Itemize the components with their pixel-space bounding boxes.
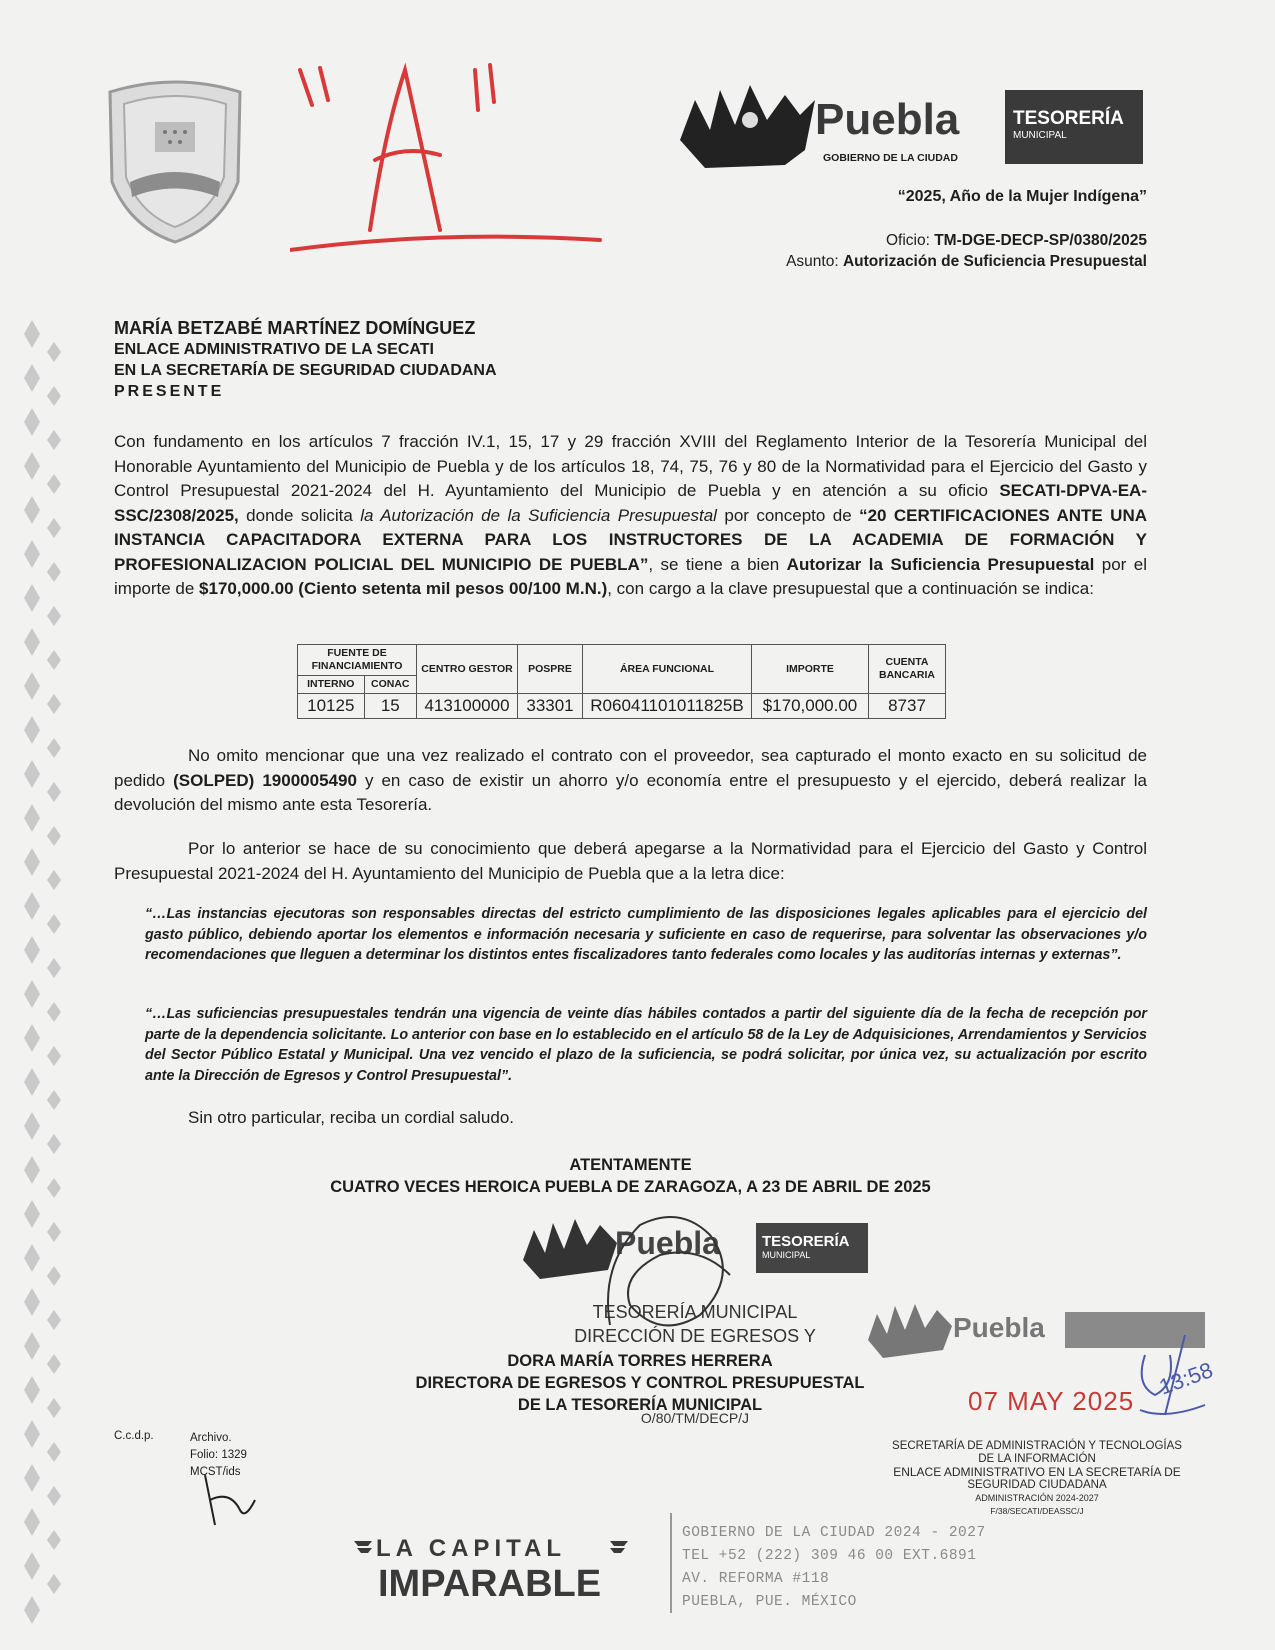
footer-address-line-4: PUEBLA, PUE. MÉXICO <box>682 1594 857 1610</box>
wing-right-icon <box>608 1537 630 1559</box>
sec-stamp-line-6: F/38/SECATI/DEASSC/J <box>990 1506 1084 1516</box>
addressee-department: EN LA SECRETARÍA DE SEGURIDAD CIUDADANA <box>114 362 497 379</box>
p1-text-b: donde solicita <box>238 505 361 525</box>
signature-logo-brand: Puebla <box>615 1225 720 1261</box>
signature-logo-dept-sub: MUNICIPAL <box>762 1250 811 1260</box>
th-pospre: POSPRE <box>518 645 583 694</box>
received-logo-brand: Puebla <box>953 1312 1045 1343</box>
signer-department: DE LA TESORERÍA MUNICIPAL <box>517 1396 763 1414</box>
footer-address-line-3: AV. REFORMA #118 <box>682 1571 830 1587</box>
p1-text-c: por concepto de <box>716 505 860 525</box>
th-centro: CENTRO GESTOR <box>417 645 518 694</box>
puebla-emblem-icon <box>865 1300 955 1360</box>
td-area: R06041101011825B <box>583 694 752 719</box>
received-time-text: 13:58 <box>1155 1357 1217 1400</box>
atentamente-block <box>114 1154 1147 1198</box>
sec-stamp-line-5: ADMINISTRACIÓN 2024-2027 <box>975 1493 1099 1503</box>
addressee-presente: PRESENTE <box>114 383 225 400</box>
p1-oficio-ref: SECATI-DPVA-EA-SSC/2308/2025, <box>114 481 1147 525</box>
signature-logo-dept: TESORERÍA <box>762 1233 850 1250</box>
atentamente: ATENTAMENTE <box>569 1156 692 1174</box>
th-cuenta: CUENTA BANCARIA <box>869 645 946 694</box>
footer-address-line-1: GOBIERNO DE LA CIUDAD 2024 - 2027 <box>682 1525 986 1541</box>
initials-signature <box>200 1470 260 1530</box>
logo-subtitle: GOBIERNO DE LA CIUDAD <box>823 152 958 164</box>
signer-name: DORA MARÍA TORRES HERRERA <box>507 1352 773 1370</box>
asunto-value: Autorización de Suficiencia Presupuestal <box>842 253 1147 270</box>
addressee-block <box>114 318 497 402</box>
th-fuente: FUENTE DE FINANCIAMIENTO <box>298 645 417 676</box>
year-motto: “2025, Año de la Mujer Indígena” <box>897 188 1147 205</box>
td-pospre: 33301 <box>518 694 583 719</box>
p1-amount: $170,000.00 (Ciento setenta mil pesos 00/100 M.N.) <box>199 579 608 598</box>
handwritten-received-time <box>1125 1325 1220 1435</box>
decorative-border-pattern <box>20 320 80 1640</box>
asunto-label: Asunto: <box>786 253 839 270</box>
p1-concept: “20 CERTIFICACIONES ANTE UNA INSTANCIA CAPACITADORA EXTERNA PARA LOS INSTRUCTORES DE LA ACADEMIA DE FORMACIÓN Y PROFESIONALIZACION POLICIAL DEL MUNICIPIO DE PUEBLA” <box>114 505 1147 574</box>
sec-stamp-line-2: DE LA INFORMACIÓN <box>978 1453 1096 1465</box>
signer-title: DIRECTORA DE EGRESOS Y CONTROL PRESUPUESTAL <box>415 1374 865 1392</box>
slogan-line-2: IMPARABLE <box>378 1563 602 1605</box>
budget-key-table <box>297 644 946 719</box>
th-interno: INTERNO <box>298 676 365 694</box>
sec-stamp-line-4: SEGURIDAD CIUDADANA <box>967 1479 1107 1491</box>
closing-greeting: Sin otro particular, reciba un cordial saludo. <box>188 1108 515 1127</box>
oficio-label: Oficio: <box>885 232 930 249</box>
quote-1: “…Las instancias ejecutoras son responsables directas del estricto cumplimiento de las disposiciones legales aplicables para el ejercicio del gasto público, debiendo aportar los elementos e información necesaria y suficiente en caso de requerirse, para solventar las observaciones y/o recomendaciones que lleguen a determinar los distintos entes fiscalizadores tanto federales como locales y las auditorías internas y externas”. <box>145 906 1147 963</box>
stamp-reference: O/80/TM/DECP/J <box>640 1410 750 1426</box>
p1-text-a: Con fundamento en los artículos 7 fracción IV.1, 15, 17 y 29 fracción XVIII del Reglamento Interior de la Tesorería Municipal del Honorable Ayuntamiento del Municipio de Puebla y de los artículos 18, 74, 75, 76 y 80 de la Normatividad para el Ejercicio del Gasto y Control Presupuestal 2021-2024 del H. Ayuntamiento del Municipio de Puebla y en atención a su oficio <box>114 432 1147 500</box>
th-area: ÁREA FUNCIONAL <box>583 645 752 694</box>
paragraph-1 <box>114 430 1147 602</box>
p1-text-d: , se tiene a bien <box>648 554 787 574</box>
footer-address <box>682 1522 986 1614</box>
p1-authorization: Autorizar la Suficiencia Presupuestal <box>786 554 1095 574</box>
logo-dept-box <box>1005 90 1143 164</box>
p2-text-a: No omito mencionar que una vez realizado el contrato con el proveedor, sea capturado el monto exacto en su solicitud de pedido <box>114 746 1147 790</box>
td-cuenta: 8737 <box>869 694 946 719</box>
p1-italic: la Autorización de la Suficiencia Presupuestal <box>360 505 717 525</box>
folio: Folio: 1329 <box>190 1449 247 1461</box>
oficio-value: TM-DGE-DECP-SP/0380/2025 <box>934 232 1147 249</box>
th-importe: IMPORTE <box>752 645 869 694</box>
td-conac: 15 <box>364 694 416 719</box>
ccdp-label: C.c.d.p. <box>114 1430 154 1442</box>
secretariat-stamp <box>872 1440 1202 1518</box>
logo-dept: TESORERÍA <box>1013 108 1124 129</box>
handwritten-a-mark <box>290 50 610 270</box>
treasury-stamp <box>555 1300 835 1348</box>
archivo-label: Archivo. <box>190 1432 232 1444</box>
logo-dept-sub: MUNICIPAL <box>1013 130 1067 141</box>
td-importe: $170,000.00 <box>752 694 869 719</box>
p1-text-f: , con cargo a la clave presupuestal que a continuación se indica: <box>607 579 1094 598</box>
puebla-emblem-icon <box>675 80 820 172</box>
puebla-tesoreria-logo <box>675 80 1145 175</box>
received-date-stamp: 07 MAY 2025 <box>968 1386 1135 1416</box>
municipal-shield-emblem <box>100 72 250 244</box>
td-centro: 413100000 <box>417 694 518 719</box>
p2-text-b: y en caso de existir un ahorro y/o economía entre el presupuesto y el ejercido, deberá realizar la devolución del mismo ante esta Tesorería. <box>114 770 1147 814</box>
initials: MCST/ids <box>190 1466 241 1478</box>
td-interno: 10125 <box>298 694 365 719</box>
la-capital-imparable-logo <box>352 1535 642 1607</box>
stamp-line-2: DIRECCIÓN DE EGRESOS Y <box>574 1326 816 1346</box>
addressee-position: ENLACE ADMINISTRATIVO DE LA SECATI <box>114 341 434 358</box>
signature-logo-dept-box <box>756 1223 868 1273</box>
p1-text-e: por el importe de <box>114 554 1147 598</box>
footer-divider <box>670 1513 672 1613</box>
sec-stamp-line-1: SECRETARÍA DE ADMINISTRACIÓN Y TECNOLOGÍAS <box>892 1440 1182 1452</box>
slogan-line-1: LA CAPITAL <box>376 1535 566 1562</box>
table-row <box>298 694 946 719</box>
footer-address-line-2: TEL +52 (222) 309 46 00 EXT.6891 <box>682 1548 977 1564</box>
document-reference <box>786 230 1147 272</box>
stamp-line-1: TESORERÍA MUNICIPAL <box>592 1302 798 1322</box>
quote-2: “…Las suficiencias presupuestales tendrán una vigencia de veinte días hábiles contados a partir del siguiente día de la fecha de recepción por parte de la dependencia solicitante. Lo anterior con base en lo establecido en el artículo 58 de la Ley de Adquisiciones, Arrendamientos y Servicios del Sector Público Estatal y Municipal. Una vez vencido el plazo de la suficiencia, se podrá solicitar, por única vez, su actualización por escrito ante la Dirección de Egresos y Control Presupuestal”. <box>145 1006 1147 1084</box>
place-date: CUATRO VECES HEROICA PUEBLA DE ZARAGOZA, A 23 DE ABRIL DE 2025 <box>330 1178 931 1196</box>
addressee-name: MARÍA BETZABÉ MARTÍNEZ DOMÍNGUEZ <box>114 318 476 338</box>
th-conac: CONAC <box>364 676 416 694</box>
logo-brand-text: Puebla <box>815 95 960 144</box>
paragraph-3: Por lo anterior se hace de su conocimiento que deberá apegarse a la Normatividad para el Ejercicio del Gasto y Control Presupuestal 2021-2024 del H. Ayuntamiento del Municipio de Puebla que a la letra dice: <box>114 839 1147 883</box>
p2-solped: (SOLPED) 1900005490 <box>173 770 357 790</box>
paragraph-2 <box>114 744 1147 818</box>
sec-stamp-line-3: ENLACE ADMINISTRATIVO EN LA SECRETARÍA DE <box>893 1465 1181 1479</box>
wing-left-icon <box>352 1537 374 1559</box>
